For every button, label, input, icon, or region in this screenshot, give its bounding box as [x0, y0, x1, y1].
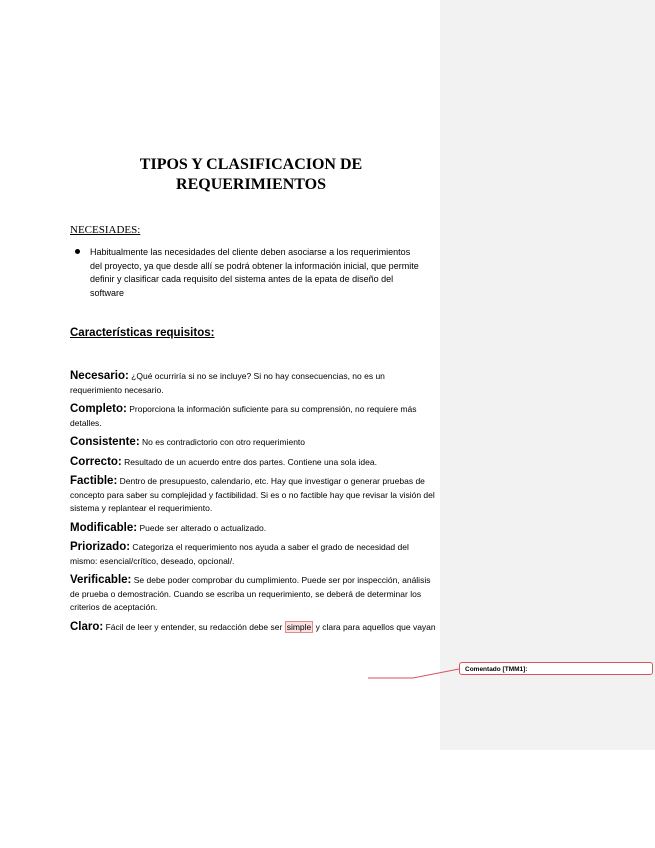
term-description: Dentro de presupuesto, calendario, etc. Hay que investigar o generar pruebas de concepto para saber su complejidad y factibilidad. Si es o no factible hay que revisar la visión del sistema y replantear el requerimiento.: [70, 476, 435, 513]
bullet-icon: [75, 249, 80, 254]
term-description: Categoriza el requerimiento nos ayuda a saber el grado de necesidad del mismo: esencial/crítico, deseado, opcional/.: [70, 542, 409, 566]
page-title: TIPOS Y CLASIFICACION DE REQUERIMIENTOS: [139, 156, 363, 193]
list-item: [70, 574, 438, 615]
term-correcto: Correcto:: [70, 455, 122, 468]
term-consistente: Consistente:: [70, 436, 140, 448]
term-verificable: Verificable:: [70, 574, 132, 586]
term-description: Se debe poder comprobar du cumplimiento. Puede ser por inspección, análisis de prueba o demostración. Cuando se escriba un requerimiento, se deberá de determinar los criterios de aceptación.: [70, 575, 431, 612]
term-description-tail: y clara para aquellos que vayan: [313, 621, 436, 632]
list-item: [70, 541, 438, 568]
list-item: [70, 456, 438, 470]
section-heading-colon: :: [137, 224, 141, 236]
term-description: ¿Qué ocurriría si no se incluye? Si no hay consecuencias, no es un requerimiento necesario.: [70, 371, 385, 395]
bullet-list: [70, 246, 420, 300]
list-item: [70, 436, 438, 450]
bullet-text: Habitualmente las necesidades del cliente deben asociarse a los requerimientos del proyecto, ya que desde allí se podrá obtener la información inicial, que permite definir y clasificar cada requisito del sistema antes de la epata de diseño del software: [90, 247, 419, 298]
term-description: Proporciona la información suficiente para su comprensión, no requiere más detalles.: [70, 404, 417, 428]
term-claro: Claro:: [70, 620, 104, 633]
characteristics-list: [70, 370, 438, 640]
term-factible: Factible:: [70, 475, 118, 487]
list-item: [70, 370, 438, 397]
comment-pane: [440, 0, 655, 750]
term-description: Resultado de un acuerdo entre dos partes. Contiene una sola idea.: [121, 456, 377, 467]
term-completo: Completo:: [70, 403, 127, 415]
comment-balloon[interactable]: Comentado [TMM1]:: [459, 662, 653, 675]
list-item: [70, 246, 420, 300]
term-description: Fácil de leer y entender, su redacción debe ser: [103, 621, 285, 632]
list-item: [70, 522, 438, 536]
list-item: [70, 621, 438, 635]
section-heading-text: NECESIADES: [70, 224, 138, 236]
term-description: No es contradictorio con otro requerimiento: [139, 437, 306, 447]
term-necesario: Necesario:: [70, 370, 129, 382]
term-modificable: Modificable:: [70, 521, 138, 534]
comment-anchor-highlight[interactable]: simple: [286, 621, 312, 632]
list-item: [70, 403, 438, 430]
characteristics-heading: Características requisitos:: [70, 327, 215, 339]
list-item: [70, 475, 438, 516]
term-priorizado: Priorizado:: [70, 541, 131, 553]
term-description: Puede ser alterado o actualizado.: [137, 522, 267, 533]
section-heading: [70, 224, 140, 236]
